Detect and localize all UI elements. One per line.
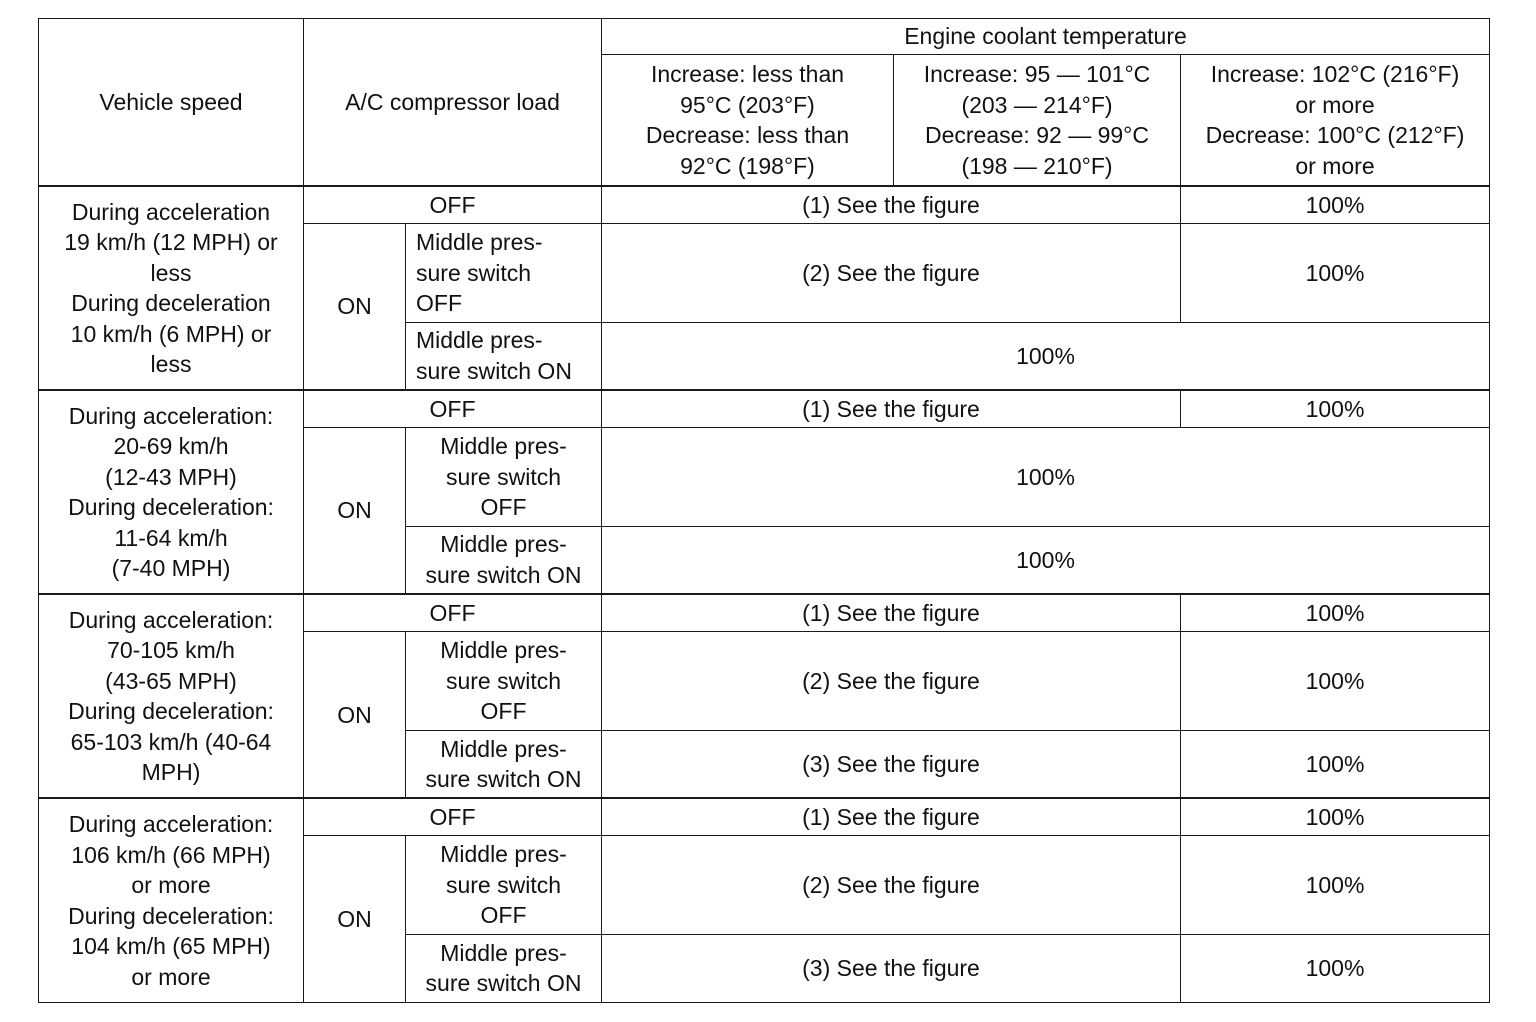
cell-value: (2) See the figure	[602, 836, 1181, 935]
header-ac-compressor-load: A/C compressor load	[304, 19, 602, 187]
cell-value: 100%	[1181, 632, 1490, 731]
ac-on-label: ON	[304, 836, 406, 1003]
middle-pressure-on-label: Middle pres- sure switch ON	[406, 730, 602, 798]
ac-on-label: ON	[304, 224, 406, 391]
fan-control-table	[38, 18, 1490, 1003]
ac-off-label: OFF	[304, 390, 602, 427]
cell-value: 100%	[602, 428, 1490, 527]
speed-range-3: During acceleration: 70-105 km/h (43-65 MPH) During deceleration: 65-103 km/h (40-64 MPH)	[39, 594, 304, 798]
speed-range-4: During acceleration: 106 km/h (66 MPH) or more During deceleration: 104 km/h (65 MPH) or more	[39, 798, 304, 1002]
middle-pressure-off-label: Middle pres- sure switch OFF	[406, 428, 602, 527]
speed-range-2: During acceleration: 20-69 km/h (12-43 MPH) During deceleration: 11-64 km/h (7-40 MPH)	[39, 390, 304, 594]
cell-value: (3) See the figure	[602, 730, 1181, 798]
cell-value: (1) See the figure	[602, 390, 1181, 427]
middle-pressure-off-label: Middle pres- sure switch OFF	[406, 632, 602, 731]
cell-value: (2) See the figure	[602, 632, 1181, 731]
cell-value: 100%	[1181, 730, 1490, 798]
cell-value: (3) See the figure	[602, 934, 1181, 1002]
cell-value: 100%	[1181, 186, 1490, 223]
ac-on-label: ON	[304, 428, 406, 595]
header-temp-mid: Increase: 95 — 101°C (203 — 214°F) Decrease: 92 — 99°C (198 — 210°F)	[894, 55, 1181, 187]
cell-value: (2) See the figure	[602, 224, 1181, 323]
middle-pressure-on-label: Middle pres- sure switch ON	[406, 322, 602, 390]
cell-value: 100%	[1181, 594, 1490, 631]
header-vehicle-speed: Vehicle speed	[39, 19, 304, 187]
cell-value: (1) See the figure	[602, 798, 1181, 835]
ac-off-label: OFF	[304, 798, 602, 835]
cell-value: 100%	[602, 526, 1490, 594]
ac-on-label: ON	[304, 632, 406, 799]
header-engine-coolant-temperature: Engine coolant temperature	[602, 19, 1490, 55]
cell-value: 100%	[1181, 934, 1490, 1002]
middle-pressure-on-label: Middle pres- sure switch ON	[406, 934, 602, 1002]
cell-value: 100%	[602, 322, 1490, 390]
cell-value: 100%	[1181, 798, 1490, 835]
cell-value: 100%	[1181, 836, 1490, 935]
cell-value: 100%	[1181, 224, 1490, 323]
header-temp-high: Increase: 102°C (216°F) or more Decrease: 100°C (212°F) or more	[1181, 55, 1490, 187]
cell-value: 100%	[1181, 390, 1490, 427]
cell-value: (1) See the figure	[602, 186, 1181, 223]
middle-pressure-on-label: Middle pres- sure switch ON	[406, 526, 602, 594]
ac-off-label: OFF	[304, 594, 602, 631]
cell-value: (1) See the figure	[602, 594, 1181, 631]
middle-pressure-off-label: Middle pres- sure switch OFF	[406, 836, 602, 935]
ac-off-label: OFF	[304, 186, 602, 223]
speed-range-1: During acceleration 19 km/h (12 MPH) or less During deceleration 10 km/h (6 MPH) or less	[39, 186, 304, 390]
header-temp-low: Increase: less than 95°C (203°F) Decrease: less than 92°C (198°F)	[602, 55, 894, 187]
middle-pressure-off-label: Middle pres- sure switch OFF	[406, 224, 602, 323]
